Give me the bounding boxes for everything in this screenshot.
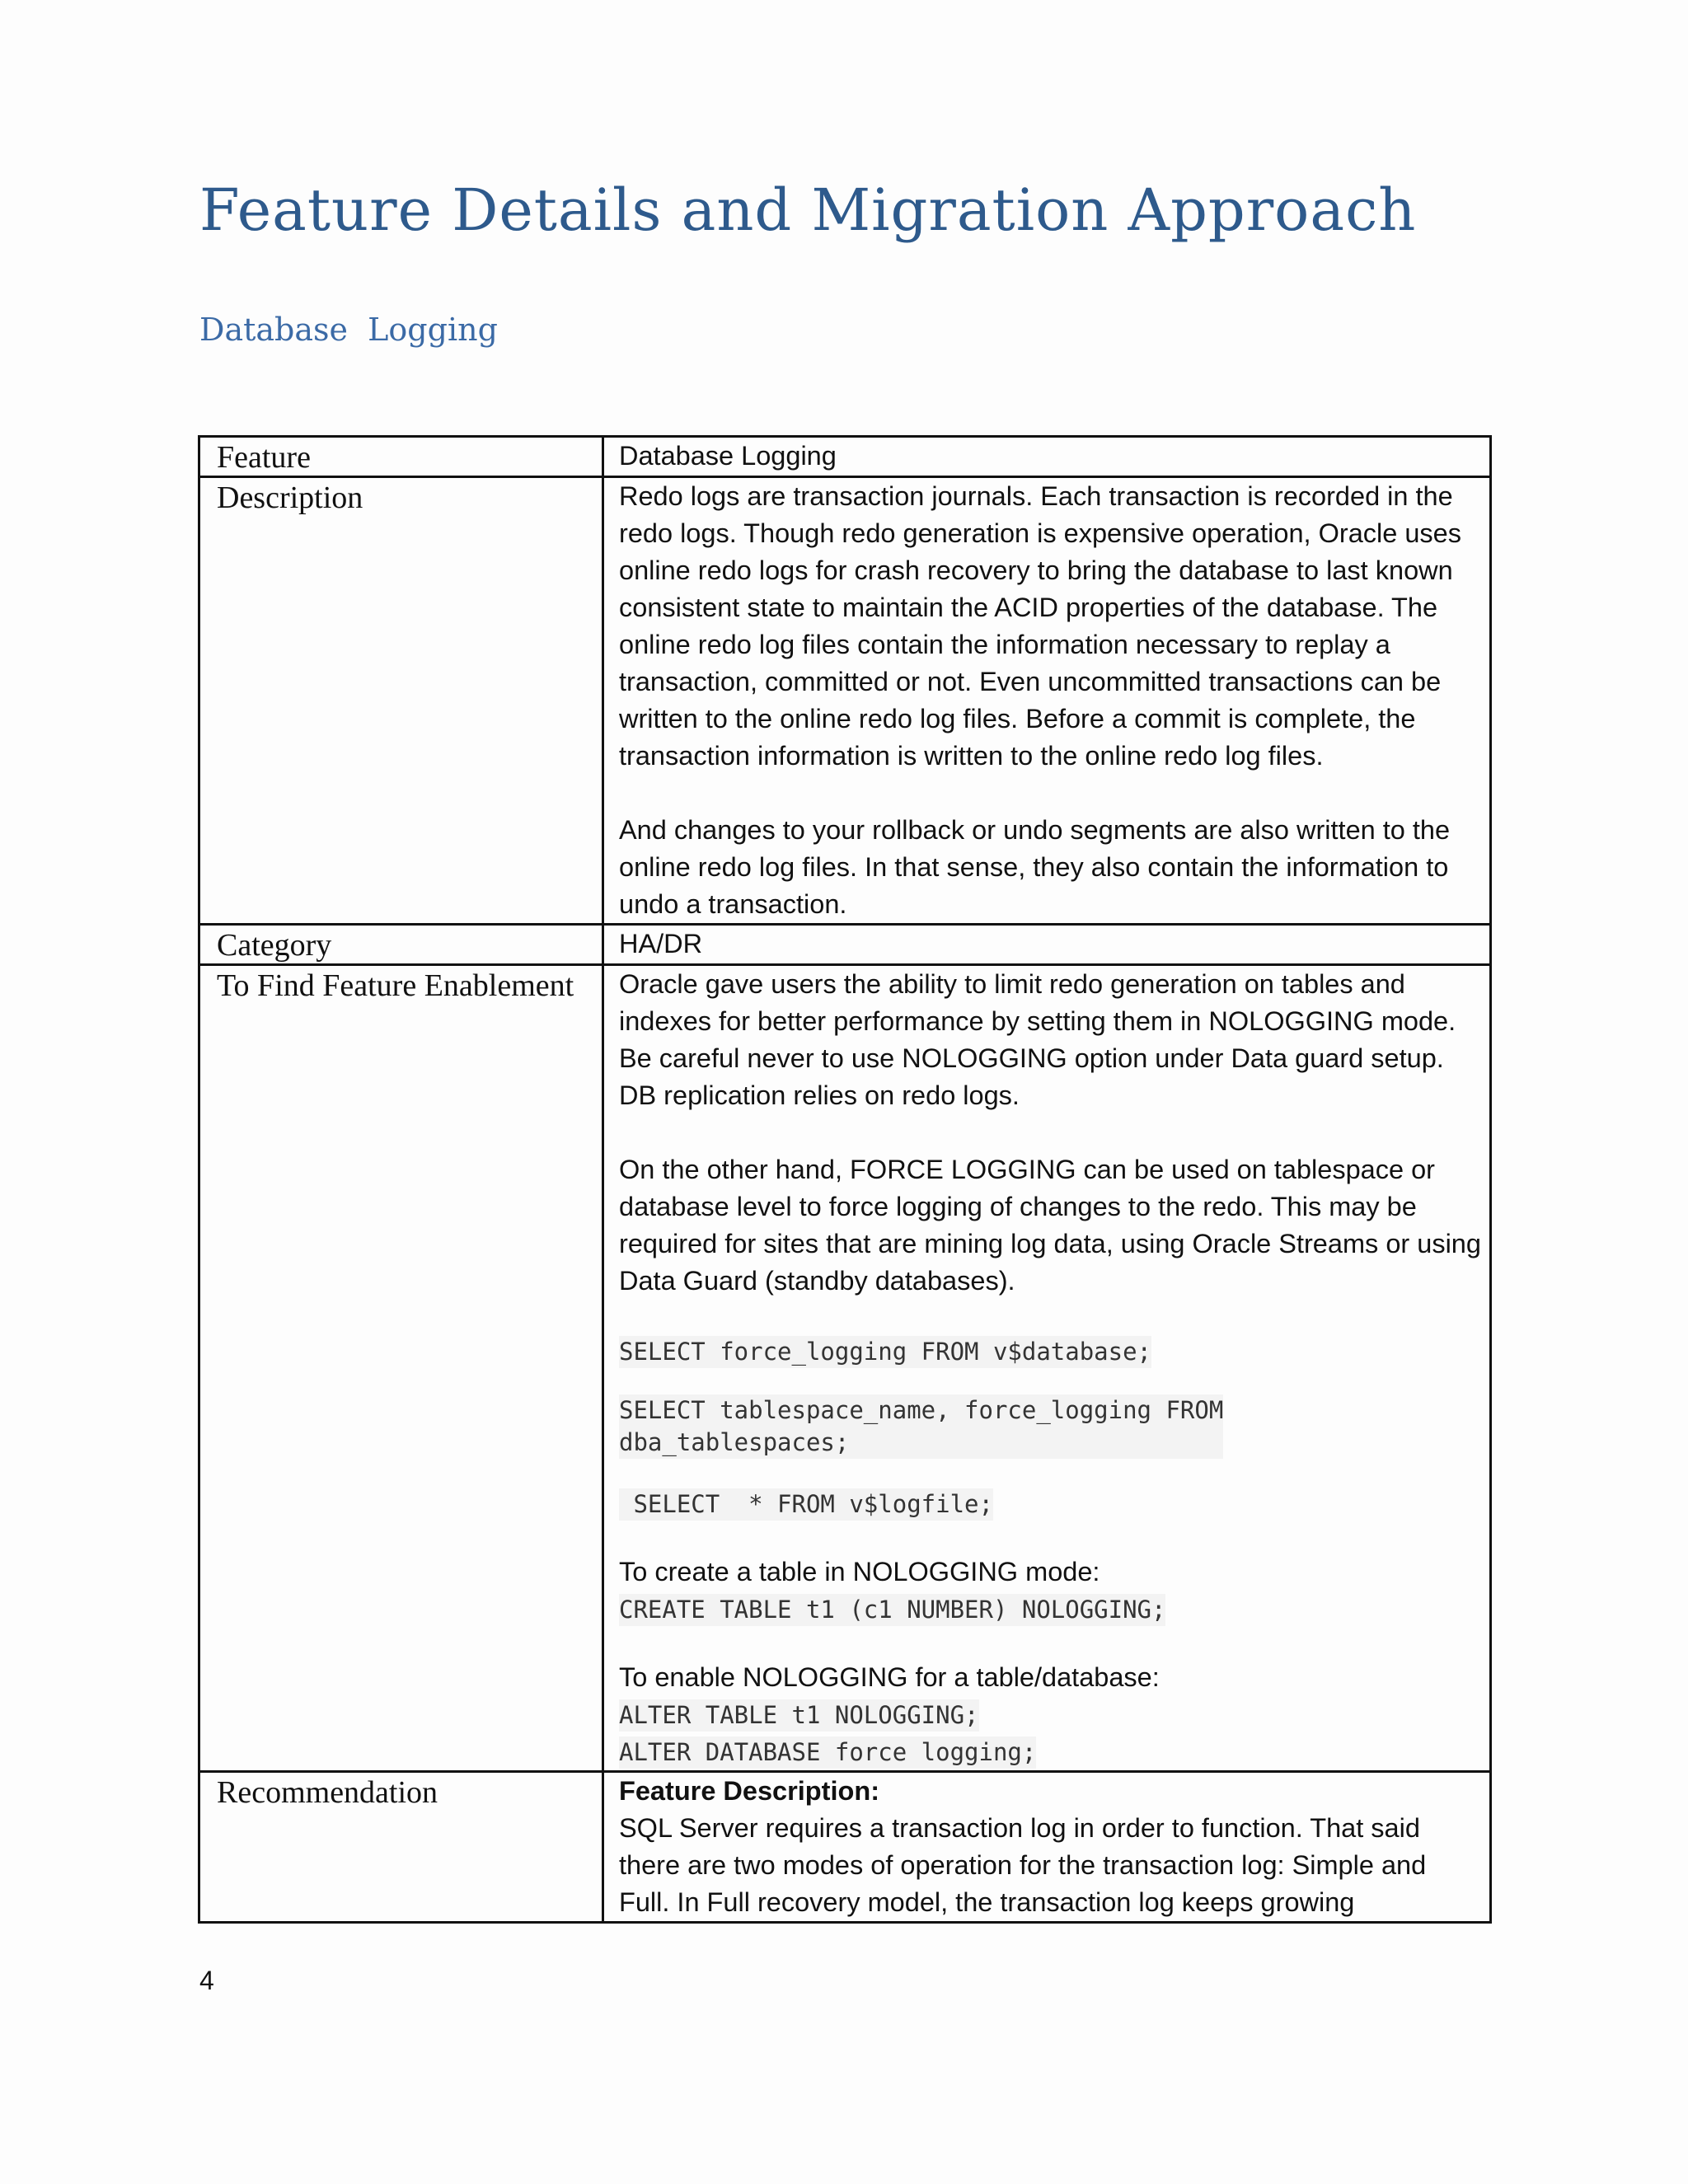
description-label: Description bbox=[199, 477, 603, 925]
create-table-text: To create a table in NOLOGGING mode: bbox=[619, 1557, 1100, 1586]
enable-nologging-text: To enable NOLOGGING for a table/database: bbox=[619, 1662, 1160, 1692]
feature-label: Feature bbox=[199, 437, 603, 477]
enablement-paragraph-2: On the other hand, FORCE LOGGING can be used on tablespace or database level to force logging of changes to the redo. This may be required for sites that are mining log data, using Oracle Streams or using Data Guard (standby databases). bbox=[619, 1155, 1481, 1296]
sql-tablespaces: SELECT tablespace_name, force_logging FROM dba_tablespaces; bbox=[619, 1394, 1223, 1459]
table-row-feature bbox=[199, 437, 1491, 477]
description-paragraph-2: And changes to your rollback or undo segments are also written to the online redo log files. In that sense, they also contain the information to undo a transaction. bbox=[619, 815, 1451, 919]
table-row-recommendation bbox=[199, 1772, 1491, 1923]
sql-force-logging: SELECT force_logging FROM v$database; bbox=[619, 1336, 1151, 1368]
recommendation-heading: Feature Description: bbox=[619, 1776, 880, 1806]
recommendation-text: SQL Server requires a transaction log in order to function. That said there are two modes of operation for the transaction log: Simple and Full. In Full recovery model, the transaction log keeps growing bbox=[619, 1813, 1427, 1917]
page-title: Feature Details and Migration Approach bbox=[199, 176, 1417, 244]
recommendation-label: Recommendation bbox=[199, 1772, 603, 1923]
enablement-label: To Find Feature Enablement bbox=[199, 965, 603, 1772]
sql-logfile: SELECT * FROM v$logfile; bbox=[619, 1488, 993, 1521]
enablement-paragraph-1: Oracle gave users the ability to limit redo generation on tables and indexes for better performance by setting them in NOLOGGING mode. Be careful never to use NOLOGGING option under Data guard setup. DB replication relies on redo logs. bbox=[619, 969, 1456, 1110]
table-row-description bbox=[199, 477, 1491, 925]
description-paragraph-1: Redo logs are transaction journals. Each transaction is recorded in the redo logs. Though redo generation is expensive operation, Oracle uses online redo logs for crash recovery to bring the database to last known consistent state to maintain the ACID properties of the database. The online redo log files contain the information necessary to replay a transaction, committed or not. Even uncommitted transactions can be written to the online redo log files. Before a commit is complete, the transaction information is written to the online redo log files. bbox=[619, 481, 1461, 771]
description-cell bbox=[603, 477, 1491, 925]
sql-alter-database: ALTER DATABASE force logging; bbox=[619, 1736, 1036, 1769]
feature-table bbox=[198, 435, 1492, 1924]
sql-alter-table: ALTER TABLE t1 NOLOGGING; bbox=[619, 1699, 979, 1732]
page-number: 4 bbox=[199, 1966, 214, 1995]
sql-create-table: CREATE TABLE t1 (c1 NUMBER) NOLOGGING; bbox=[619, 1594, 1165, 1626]
category-label: Category bbox=[199, 925, 603, 965]
table-row-category bbox=[199, 925, 1491, 965]
table-row-enablement bbox=[199, 965, 1491, 1772]
category-value: HA/DR bbox=[603, 925, 1491, 965]
section-title: Database Logging bbox=[199, 312, 498, 348]
enablement-cell bbox=[603, 965, 1491, 1772]
recommendation-cell bbox=[603, 1772, 1491, 1923]
feature-value: Database Logging bbox=[603, 437, 1491, 477]
